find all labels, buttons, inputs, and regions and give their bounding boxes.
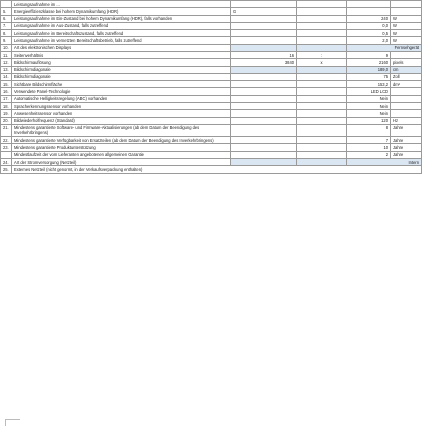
row-class	[231, 144, 297, 151]
row-unit: cm	[391, 66, 422, 73]
row-value: 0,0	[347, 22, 391, 29]
row-class	[231, 15, 297, 22]
table-row	[1, 8, 422, 15]
row-unit: Jahre	[391, 124, 422, 136]
row-class	[231, 110, 297, 117]
row-value: 120	[347, 117, 391, 124]
row-value: 10	[347, 144, 391, 151]
row-value: 189,0	[347, 66, 391, 73]
row-value: 2,0	[347, 37, 391, 44]
row-label: Mindestens garantierte Produktunterstützung	[12, 144, 231, 151]
table-row	[1, 102, 422, 109]
table-row	[1, 44, 422, 51]
table-row	[1, 73, 422, 80]
row-value: Fernsehgerät	[347, 44, 422, 51]
row-value: 9	[347, 51, 391, 58]
row-unit	[391, 88, 422, 95]
row-unit	[391, 95, 422, 102]
row-number: 5.	[1, 8, 12, 15]
row-spacer	[297, 144, 347, 151]
row-label: Mindestens garantierte Software- und Firmware-Aktualisierungen (ab dem Datum der Beendigung des Inverkehrbringens)	[12, 124, 231, 136]
row-number: 10.	[1, 44, 12, 51]
row-number: 21.	[1, 124, 12, 136]
row-label: Leistungsaufnahme im Aus-Zustand, falls zutreffend	[12, 22, 231, 29]
row-label: Sichtbare Bildschirmfläche	[12, 81, 231, 88]
row-number: 11.	[1, 51, 12, 58]
row-unit: Hz	[391, 117, 422, 124]
row-number: 17.	[1, 95, 12, 102]
row-value	[347, 1, 391, 8]
row-class	[231, 117, 297, 124]
row-value: Nein	[347, 102, 391, 109]
row-value: 0,5	[347, 30, 391, 37]
row-spacer	[297, 37, 347, 44]
row-label: Seitenverhältnis	[12, 51, 231, 58]
table-row	[1, 166, 422, 173]
row-spacer	[231, 44, 297, 51]
row-label: Art der Stromversorgung (Netzteil)	[12, 159, 231, 166]
table-row	[1, 81, 422, 88]
row-value: 7	[347, 137, 391, 144]
row-class: G	[231, 8, 297, 15]
specs-table-body	[1, 1, 422, 174]
row-label: Externes Netzteil (nicht genormt, in der Verkaufsverpackung enthalten)	[12, 166, 422, 173]
row-unit: W	[391, 15, 422, 22]
row-ratio-separator: x	[297, 59, 347, 66]
row-number: 20.	[1, 117, 12, 124]
row-class	[231, 81, 297, 88]
table-row	[1, 66, 422, 73]
row-unit: W	[391, 30, 422, 37]
row-spacer	[297, 102, 347, 109]
row-label: Mindestlaufzeit der vom Lieferanten angebotenen allgemeinen Garantie	[12, 151, 231, 158]
table-row	[1, 95, 422, 102]
specs-table	[0, 0, 422, 174]
table-row	[1, 30, 422, 37]
row-unit: Jahre	[391, 151, 422, 158]
table-row	[1, 88, 422, 95]
row-unit: W	[391, 22, 422, 29]
row-spacer	[297, 8, 347, 15]
row-number: 15.	[1, 81, 12, 88]
row-spacer	[297, 110, 347, 117]
row-class	[231, 102, 297, 109]
row-value: 75	[347, 73, 391, 80]
row-label: Anwesenheitssensor vorhanden	[12, 110, 231, 117]
row-label: Bildschirmauflösung	[12, 59, 231, 66]
table-row	[1, 51, 422, 58]
row-unit	[391, 102, 422, 109]
row-spacer	[297, 73, 347, 80]
row-unit: dm²	[391, 81, 422, 88]
row-spacer	[297, 117, 347, 124]
row-label: Verwendete Panel-Technologie	[12, 88, 231, 95]
row-label: Bildschirmdiagonale	[12, 66, 231, 73]
table-row	[1, 110, 422, 117]
table-row	[1, 151, 422, 158]
row-class	[231, 88, 297, 95]
row-value: 2160	[347, 59, 391, 66]
row-class	[231, 30, 297, 37]
row-number	[1, 151, 12, 158]
row-value: 8	[347, 124, 391, 136]
row-label: Leistungsaufnahme im Ein-Zustand bei hohem Dynamikumfang (HDR), falls vorhanden	[12, 15, 231, 22]
row-class	[231, 22, 297, 29]
row-number: 7.	[1, 22, 12, 29]
row-number: 8.	[1, 30, 12, 37]
row-label: Art des elektronischen Displays	[12, 44, 231, 51]
table-row	[1, 124, 422, 136]
row-class	[231, 1, 297, 8]
row-ratio-left: 3840	[231, 59, 297, 66]
table-row	[1, 15, 422, 22]
row-spacer	[297, 137, 347, 144]
row-number: 18.	[1, 102, 12, 109]
row-spacer	[297, 22, 347, 29]
row-number: 25.	[1, 166, 12, 173]
row-label: Automatische Helligkeitsregelung (ABC) vorhanden	[12, 95, 231, 102]
row-number: 9.	[1, 37, 12, 44]
row-number: 23.	[1, 144, 12, 151]
row-spacer	[297, 15, 347, 22]
table-row	[1, 59, 422, 66]
row-label: Bildschirmdiagonale	[12, 73, 231, 80]
row-label: Leistungsaufnahme im ...	[12, 1, 231, 8]
row-spacer	[231, 66, 297, 73]
row-label: Spracherkennungssensor vorhanden	[12, 102, 231, 109]
table-row	[1, 117, 422, 124]
footer-mark	[5, 419, 20, 426]
row-unit: W	[391, 37, 422, 44]
row-unit: Zoll	[391, 73, 422, 80]
table-row	[1, 137, 422, 144]
row-unit: Jahre	[391, 137, 422, 144]
row-unit	[391, 8, 422, 15]
row-number: 19.	[1, 110, 12, 117]
table-row	[1, 1, 422, 8]
table-row	[1, 22, 422, 29]
row-spacer	[297, 30, 347, 37]
row-ratio-left: 16	[231, 51, 297, 58]
row-spacer	[297, 1, 347, 8]
row-value: LED LCD	[347, 88, 391, 95]
row-label: Energieeffizienzklasse bei hohem Dynamikumfang (HDR)	[12, 8, 231, 15]
row-class	[231, 73, 297, 80]
row-value: 240	[347, 15, 391, 22]
row-number: 24.	[1, 159, 12, 166]
row-unit: pixels	[391, 59, 422, 66]
row-spacer	[297, 66, 347, 73]
row-value: 153,2	[347, 81, 391, 88]
row-number: 14.	[1, 73, 12, 80]
row-number: 13.	[1, 66, 12, 73]
row-value	[347, 8, 391, 15]
row-spacer	[297, 44, 347, 51]
row-label: Leistungsaufnahme im Bereitschaftszustand, falls zutreffend	[12, 30, 231, 37]
row-number: 6.	[1, 15, 12, 22]
row-value: Nein	[347, 95, 391, 102]
row-number	[1, 1, 12, 8]
row-class	[231, 151, 297, 158]
row-number: 12.	[1, 59, 12, 66]
row-spacer	[297, 159, 347, 166]
row-value: Nein	[347, 110, 391, 117]
row-spacer	[297, 124, 347, 136]
row-unit	[391, 51, 422, 58]
row-number: 16.	[1, 88, 12, 95]
row-unit	[391, 1, 422, 8]
row-spacer	[231, 159, 297, 166]
row-label: Leistungsaufnahme im vernetzten Bereitschaftsbetrieb, falls zutreffend	[12, 37, 231, 44]
row-class	[231, 37, 297, 44]
row-class	[231, 124, 297, 136]
row-spacer	[297, 88, 347, 95]
row-spacer	[297, 151, 347, 158]
row-class	[231, 95, 297, 102]
table-row	[1, 37, 422, 44]
row-ratio-separator: :	[297, 51, 347, 58]
row-class	[231, 137, 297, 144]
table-row	[1, 144, 422, 151]
table-row	[1, 159, 422, 166]
row-label: Mindestens garantierte Verfügbarkeit von Ersatzteilen (ab dem Datum der Beendigung des Inverkehrbringens)	[12, 137, 231, 144]
row-value: Intern	[347, 159, 422, 166]
row-spacer	[297, 95, 347, 102]
row-spacer	[297, 81, 347, 88]
row-value: 2	[347, 151, 391, 158]
row-unit: Jahre	[391, 144, 422, 151]
row-unit	[391, 110, 422, 117]
row-number: 22.	[1, 137, 12, 144]
row-label: Bildwiederholfrequenz (Standard)	[12, 117, 231, 124]
